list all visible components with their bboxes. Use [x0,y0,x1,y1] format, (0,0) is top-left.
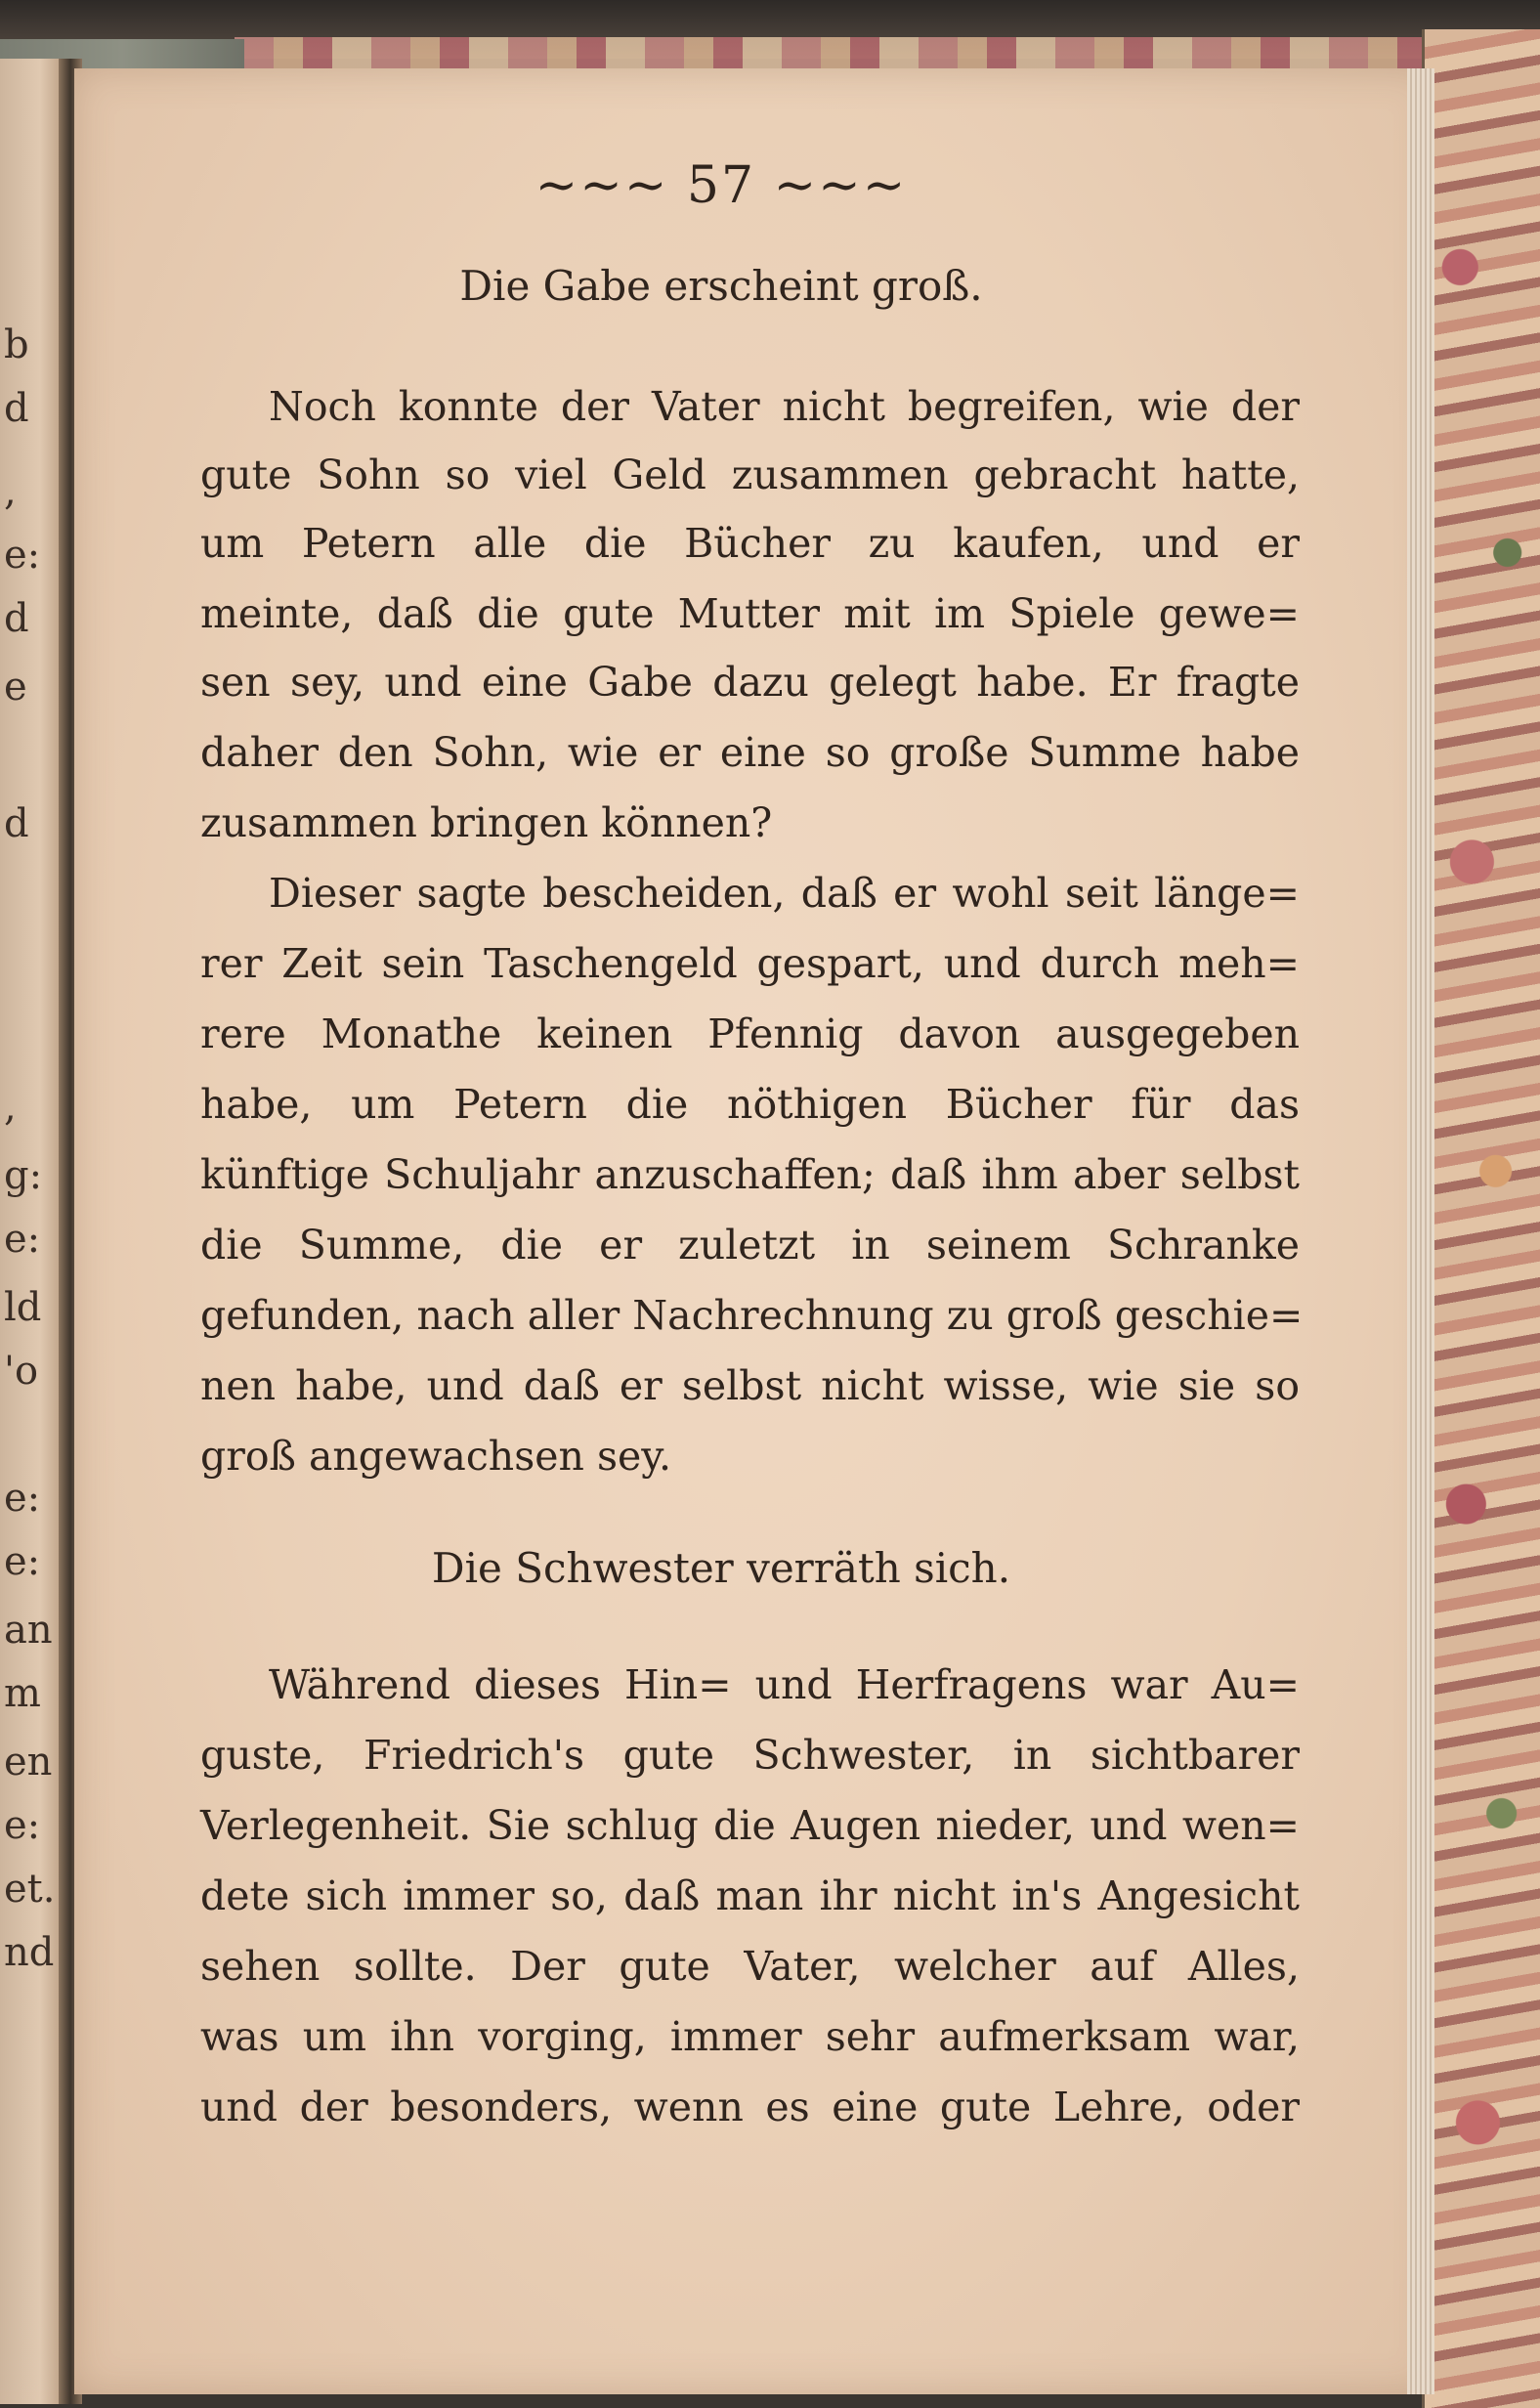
fragment: e [4,665,27,710]
fragment: d [4,386,29,431]
fragment: ld [4,1285,42,1330]
text-line: guste, Friedrich's gute Schwester, in sichtbarer [200,1732,1300,1779]
text-line: Noch konnte der Vater nicht begreifen, wie der [269,383,1300,430]
text-line: die Summe, die er zuletzt in seinem Schranke [200,1222,1300,1268]
fragment: b [4,322,29,367]
page-number: ~~~ 57 ~~~ [535,156,908,215]
text-line: nen habe, und daß er selbst nicht wisse, wie sie so [200,1362,1300,1409]
text-line: rere Monathe keinen Pfennig davon ausgegeben [200,1010,1300,1057]
fragment: an [4,1608,53,1653]
text-line: Dieser sagte bescheiden, daß er wohl seit länge= [269,870,1300,917]
fragment: et. [4,1867,56,1912]
marbled-cover-right [1422,29,1540,2408]
text-line: sehen sollte. Der gute Vater, welcher auf Alles, [200,1943,1300,1990]
fragment: nd [4,1930,55,1975]
text-line: was um ihn vorging, immer sehr aufmerksam war, [200,2013,1300,2060]
text-line: künftige Schuljahr anzuschaffen; daß ihm aber selbst [200,1151,1300,1198]
section-heading-1: Die Gabe erscheint groß. [459,262,983,310]
fragment: e: [4,1476,41,1521]
text-line: zusammen bringen können? [200,799,773,846]
fragment: d [4,596,29,641]
text-line: sen sey, und eine Gabe dazu gelegt habe. Er fragte [200,659,1300,706]
text-line: um Petern alle die Bücher zu kaufen, und er [200,520,1300,567]
text-line: rer Zeit sein Taschengeld gespart, und durch meh= [200,940,1300,987]
fragment: , [4,469,17,514]
fragment: e: [4,1803,41,1848]
fragment: d [4,801,29,846]
fragment: 'o [4,1349,39,1394]
fragment: , [4,1085,17,1130]
fragment: e: [4,1217,41,1262]
fragment: g: [4,1153,43,1198]
text-line: daher den Sohn, wie er eine so große Summe habe [200,729,1300,776]
text-line: dete sich immer so, daß man ihr nicht in's Angesicht [200,1872,1300,1919]
text-line: Verlegenheit. Sie schlug die Augen nieder, und wen= [200,1802,1300,1849]
page-edges [1407,68,1434,2394]
text-line: habe, um Petern die nöthigen Bücher für das [200,1081,1300,1128]
text-line: meinte, daß die gute Mutter mit im Spiele gewe= [200,590,1300,637]
text-line: und der besonders, wenn es eine gute Lehre, oder [200,2084,1300,2130]
text-line: gute Sohn so viel Geld zusammen gebracht hatte, [200,452,1300,498]
text-line: groß angewachsen sey. [200,1433,672,1480]
text-line: gefunden, nach aller Nachrechnung zu groß geschie= [200,1292,1304,1339]
fragment: e: [4,1539,41,1584]
fragment: e: [4,533,41,578]
fragment: en [4,1740,53,1784]
text-line: Während dieses Hin= und Herfragens war Au= [269,1661,1300,1708]
section-heading-2: Die Schwester verräth sich. [431,1544,1011,1592]
fragment: m [4,1671,41,1716]
